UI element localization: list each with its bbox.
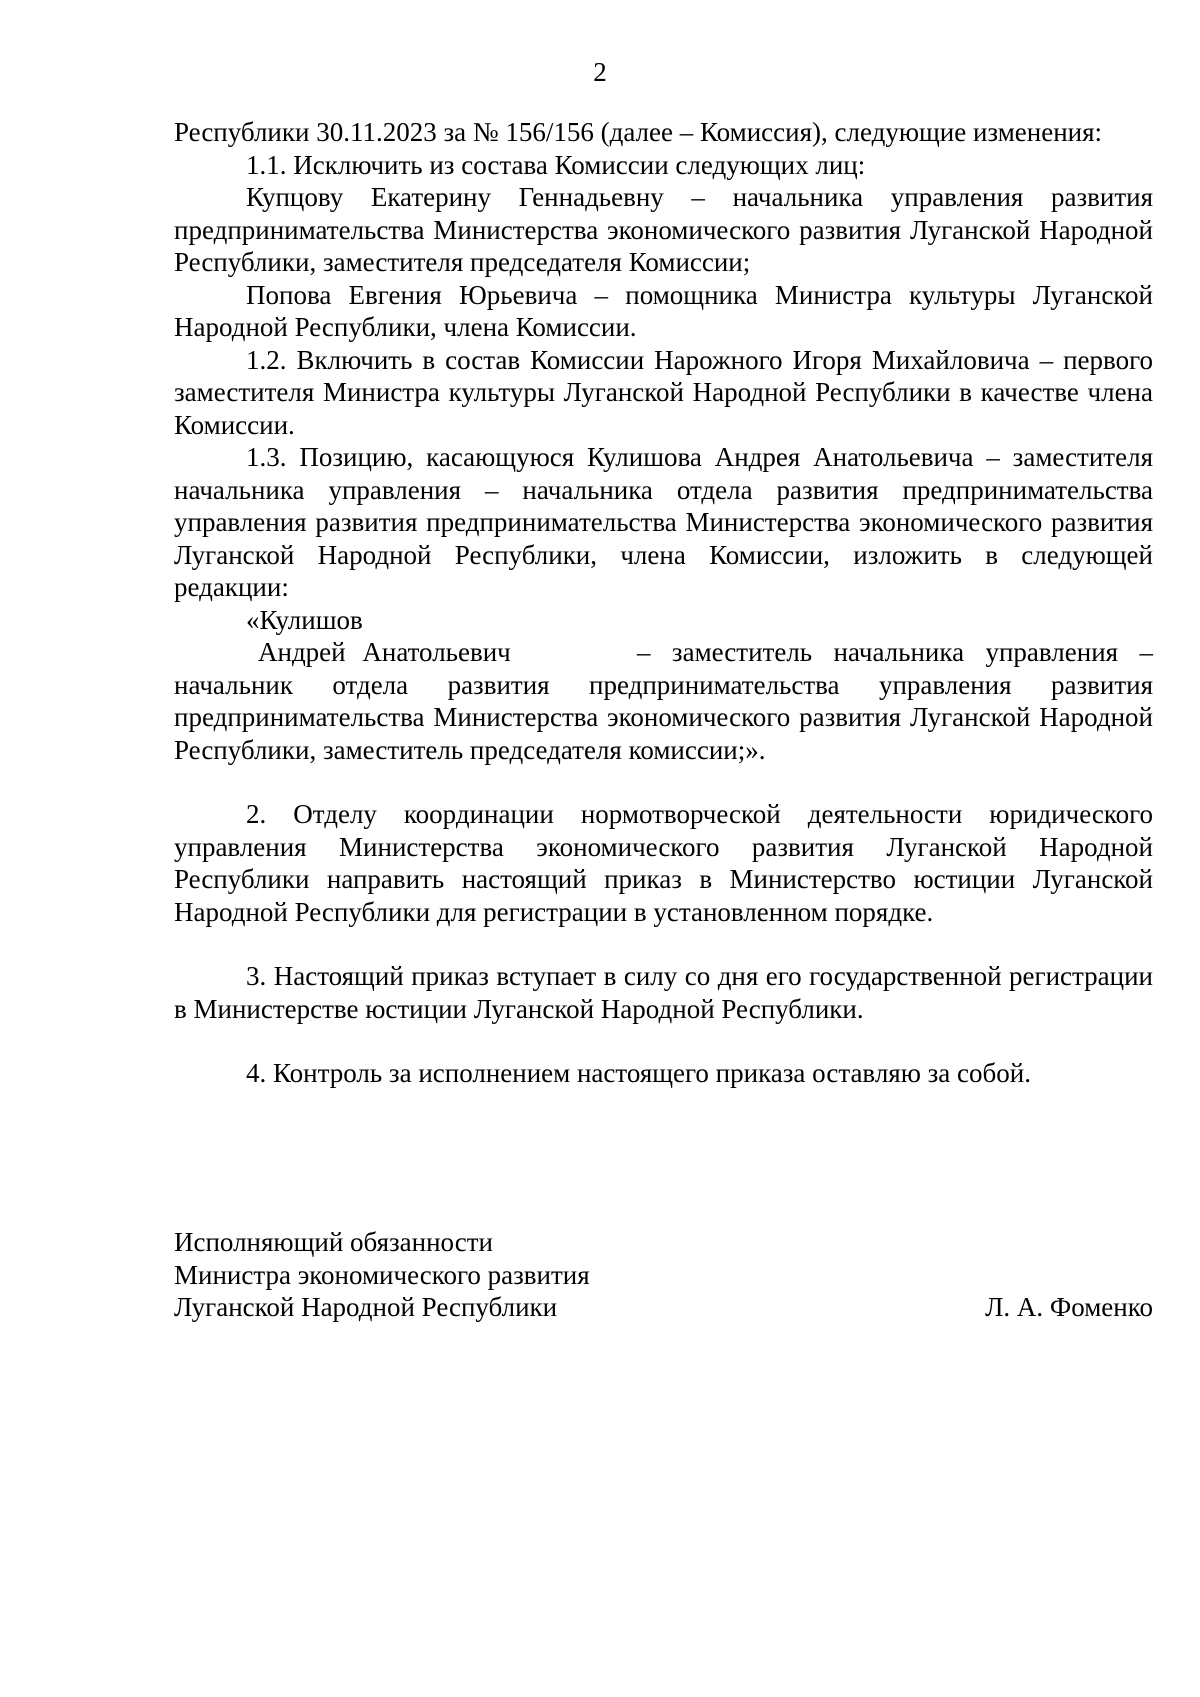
signature-title-line-2: Министра экономического развития bbox=[174, 1259, 590, 1290]
document-body bbox=[174, 116, 1153, 1090]
paragraph-2: 2. Отделу координации нормотворческой деятельности юридического управления Министерства экономического развития Луганской Народной Республики направить настоящий приказ в Министерство юстиции Луганской Народной Республики для регистрации в установленном порядке. bbox=[174, 799, 1153, 927]
quote-role-first-line: – заместитель начальника управления – bbox=[637, 637, 1153, 667]
paragraph-1-2: 1.2. Включить в состав Комиссии Нарожного Игоря Михайловича – первого заместителя Министра культуры Луганской Народной Республики в качестве члена Комиссии. bbox=[174, 344, 1153, 440]
paragraph-1-3: 1.3. Позицию, касающуюся Кулишова Андрея Анатольевича – заместителя начальника управления – начальника отдела развития предпринимательства управления развития предпринимательства Министерства экономического развития Луганской Народной Республики, члена Комиссии, изложить в следующей редакции: bbox=[174, 442, 1153, 602]
signature-title-line-3: Луганской Народной Республики bbox=[174, 1292, 558, 1322]
paragraph-1-1-a: Купцову Екатерину Геннадьевну – начальника управления развития предпринимательства Министерства экономического развития Луганской Народной Республики, заместителя председателя Комиссии; bbox=[174, 182, 1153, 277]
signature-last-row bbox=[174, 1291, 1153, 1324]
quote-role-rest: начальник отдела развития предпринимательства управления развития предпринимательства Министерства экономического развития Луганской Народной Республики, заместитель председателя комиссии;». bbox=[174, 669, 1153, 765]
signature-block bbox=[174, 1226, 1153, 1324]
paragraph-1-1: 1.1. Исключить из состава Комиссии следующих лиц: bbox=[246, 149, 866, 180]
signature-title-line-1: Исполняющий обязанности bbox=[174, 1227, 493, 1257]
quote-name-row bbox=[174, 636, 1153, 669]
quote-given-name: Андрей Анатольевич bbox=[258, 637, 511, 667]
paragraph-4: 4. Контроль за исполнением настоящего приказа оставляю за собой. bbox=[246, 1058, 1031, 1088]
page-number: 2 bbox=[593, 57, 607, 87]
paragraph-3: 3. Настоящий приказ вступает в силу со дня его государственной регистрации в Министерстве юстиции Луганской Народной Республики. bbox=[174, 961, 1153, 1024]
paragraph-intro: Республики 30.11.2023 за № 156/156 (далее – Комиссия), следующие изменения: bbox=[174, 117, 1103, 147]
signatory-name: Л. А. Фоменко bbox=[985, 1292, 1153, 1322]
paragraph-1-1-b: Попова Евгения Юрьевича – помощника Министра культуры Луганской Народной Республики, члена Комиссии. bbox=[174, 279, 1153, 342]
quote-surname: «Кулишов bbox=[246, 604, 363, 635]
